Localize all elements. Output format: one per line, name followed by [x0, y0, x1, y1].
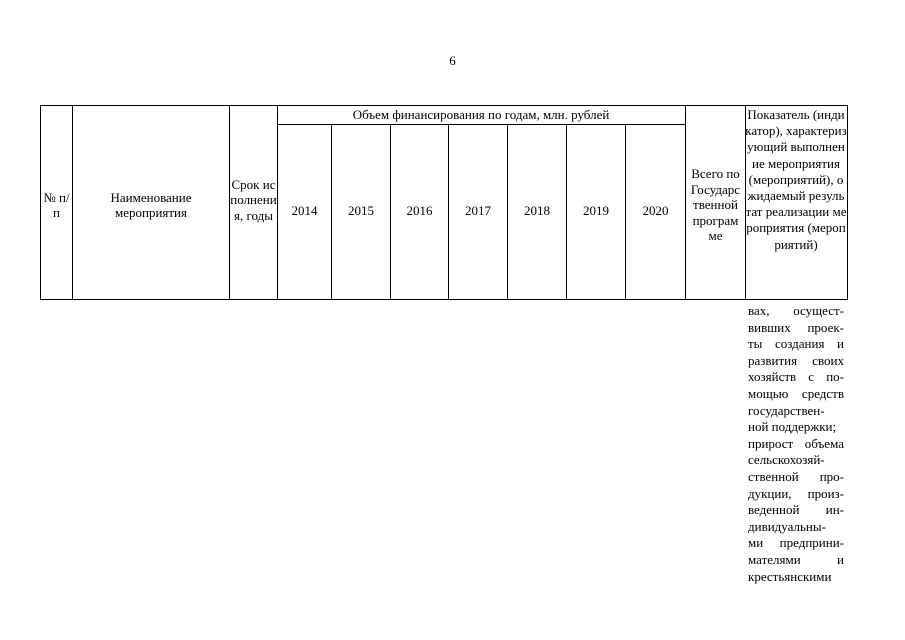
year-2019: 2019: [583, 202, 609, 218]
continuation-line: вах, осущест-: [748, 303, 844, 318]
year-2017: 2017: [465, 202, 491, 218]
year-2015: 2015: [348, 202, 374, 218]
year-2018: 2018: [524, 202, 550, 218]
year-2014: 2014: [291, 202, 318, 218]
continuation-line: ми предприни-: [748, 535, 844, 551]
continuation-line: крестьянскими: [748, 568, 832, 584]
continuation-line: мателями и: [748, 551, 844, 567]
header-term: Срок исполнения, годы: [230, 176, 277, 223]
continuation-line: мощью средств: [748, 385, 844, 401]
year-2020: 2020: [642, 202, 669, 218]
continuation-line: развития своих: [748, 352, 844, 368]
continuation-line: хозяйств с по-: [748, 369, 844, 385]
continuation-line: государствен-: [748, 402, 825, 418]
continuation-line: дукции, произ-: [748, 485, 844, 501]
header-indicator: Показатель (индикатор), характеризующий выполнение мероприятия (мероприятий), ожидаемый результат реализации мероприятия (мероприятий): [745, 107, 847, 252]
header-num: № п/п: [43, 190, 70, 220]
continuation-line: ственной про-: [748, 468, 844, 484]
header-name: Наименование мероприятия: [110, 190, 192, 220]
continuation-line: вивших проек-: [748, 319, 844, 335]
year-2016: 2016: [406, 202, 433, 218]
header-financing: Объем финансирования по годам, млн. рублей: [352, 107, 610, 122]
continuation-line: дивидуальны-: [748, 518, 826, 534]
continuation-line: ной поддержки;: [748, 419, 837, 435]
continuation-line: прирост объема: [748, 435, 844, 451]
continuation-line: ты создания и: [748, 336, 844, 352]
indicator-continuation: [748, 303, 844, 585]
continuation-line: веденной ин-: [748, 502, 844, 518]
page-number: 6: [449, 53, 456, 68]
continuation-line: сельскохозяй-: [748, 452, 825, 468]
header-total: Всего по Государственной программе: [690, 166, 741, 244]
